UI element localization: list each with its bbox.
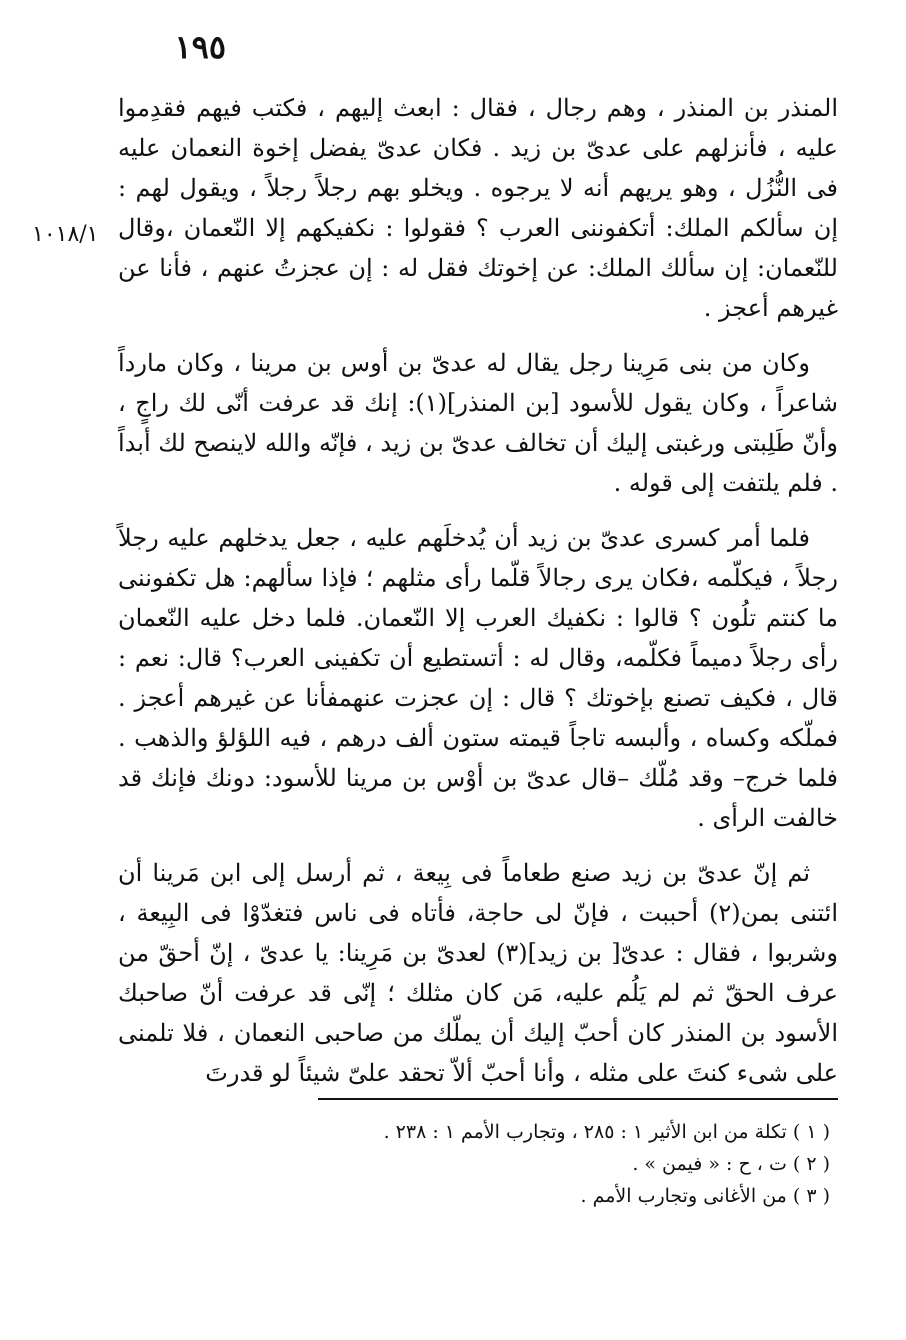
body-text <box>118 88 838 1108</box>
paragraph: المنذر بن المنذر ، وهم رجال ، فقال : ابعث إليهم ، فكتب فيهم فقدِموا عليه ، فأنزلهم على عدىّ بن زيد . فكان عدىّ يفضل إخوة النعمان عليه فى النُّزُل ، وهو يريهم أنه لا يرجوه . ويخلو بهم رجلاً رجلاً ، ويقول لهم : إن سألكم الملك: أتكفوننى العرب ؟ فقولوا : نكفيكهم إلا النّعمان ،وقال للنّعمان: إن سألك الملك: عن إخوتك فقل له : إن عجزتُ عنهم ، فأنا عن غيرهم أعجز . <box>118 94 839 322</box>
paragraph: وكان من بنى مَرِينا رجل يقال له عدىّ بن أوس بن مرينا ، وكان مارداً شاعراً ، وكان يقول للأسود [بن المنذر](١): إنك قد عرفت أنّى لك راجٍ ، وأنّ طَلِبتى ورغبتى إليك أن تخالف عدىّ بن زيد ، فإنّه والله لاينصح لك أبداً . فلم يلتفت إلى قوله . <box>118 349 838 497</box>
footnote-divider <box>318 1098 838 1100</box>
paragraph: فلما أمر كسرى عدىّ بن زيد أن يُدخلَهم عليه ، جعل يدخلهم عليه رجلاً رجلاً ، فيكلّمه ،فكان يرى رجالاً قلّما رأى مثلهم ؛ فإذا سألهم: هل تكفوننى ما كنتم تلُون ؟ قالوا : نكفيك العرب إلا النّعمان. فلما دخل عليه النّعمان رأى رجلاً دميماً فكلّمه، وقال له : أتستطيع أن تكفينى العرب؟ قال: نعم : قال ، فكيف تصنع بإخوتك ؟ قال : إن عجزت عنهمفأنا عن غيرهم أعجز . فملّكه وكساه ، وألبسه تاجاً قيمته ستون ألف درهم ، فيه اللؤلؤ والذهب . فلما خرج– وقد مُلّك –قال عدىّ بن أوْس بن مرينا للأسود: دونك فإنك قد خالفت الرأى . <box>118 524 838 832</box>
footnote: ( ٣ ) من الأغانى وتجارب الأمم . <box>580 1185 830 1207</box>
footnote: ( ١ ) تكلة من ابن الأثير ١ : ٢٨٥ ، وتجارب الأمم ١ : ٢٣٨ . <box>383 1121 830 1143</box>
page-number: ١٩٥ <box>174 28 226 66</box>
footnote: ( ٢ ) ت ، ح : « فيمن » . <box>632 1153 830 1175</box>
margin-reference: ١٠١٨/١ <box>32 222 99 247</box>
footnotes <box>118 1116 830 1212</box>
paragraph: ثم إنّ عدىّ بن زيد صنع طعاماً فى بِيعة ، ثم أرسل إلى ابن مَرينا أن ائتنى بمن(٢) أحببت ، فإنّ لى حاجة، فأتاه فى ناس فتغدّوْا فى البِيعة ، وشربوا ، فقال : عدىّ[ بن زيد](٣) لعدىّ بن مَرِينا: يا عدىّ ، إنّ أحقّ من عرف الحقّ ثم لم يَلُم عليه، مَن كان مثلك ؛ إنّى قد عرفت أنّ صاحبك الأسود بن المنذر كان أحبّ إليك أن يملّك من صاحبى النعمان ، فلا تلمنى على شىء كنتَ على مثله ، وأنا أحبّ ألاّ تحقد علىّ شيئاً لو قدرتَ <box>118 859 839 1087</box>
